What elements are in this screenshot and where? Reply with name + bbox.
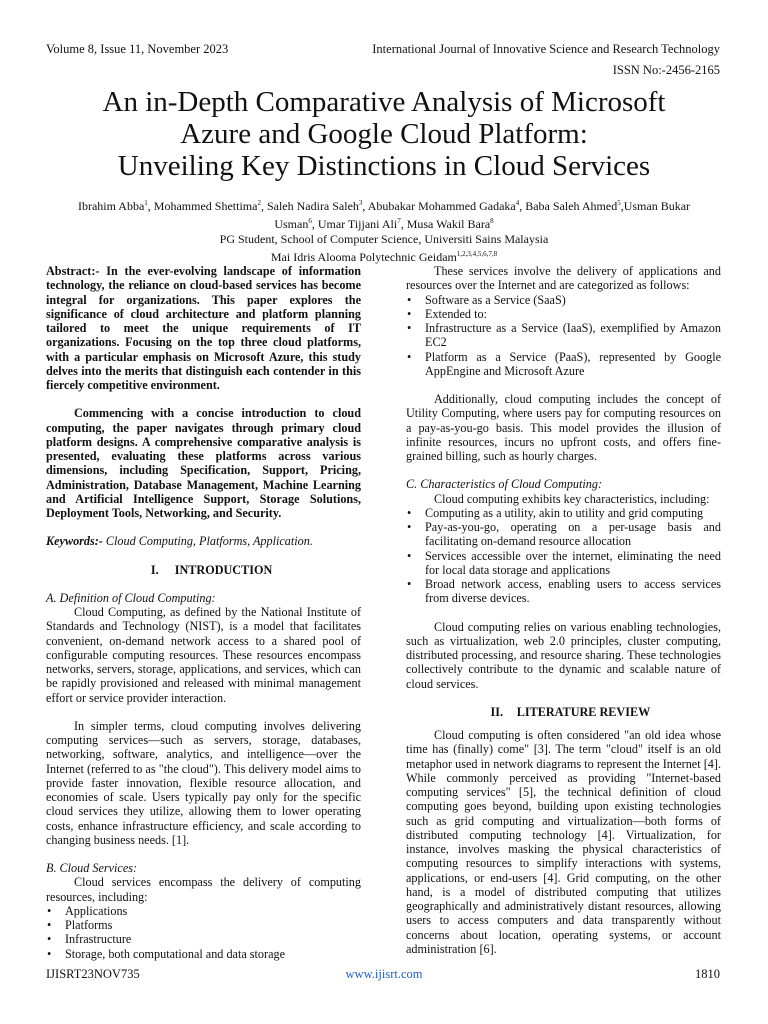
list-item: • Extended to: — [406, 307, 721, 321]
list-item: • Infrastructure — [46, 932, 361, 946]
title-line-1: An in-Depth Comparative Analysis of Microsoft — [102, 86, 666, 118]
author-name: Baba Saleh Ahmed — [525, 199, 618, 213]
abstract-paragraph-2 — [46, 406, 361, 520]
journal-url-link[interactable]: www.ijisrt.com — [345, 967, 423, 981]
keywords-text: Cloud Computing, Platforms, Application. — [102, 534, 313, 549]
list-item: • Computing as a utility, akin to utility and grid computing — [406, 506, 721, 520]
abstract-text: In the ever-evolving landscape of information technology, the reliance on cloud-based services has become integral for organizations. This paper explores the significance of cloud architecture and platform planning tailored to meet the unique requirements of IT organizations. Focusing on the top three cloud platforms, with a particular emphasis on Microsoft Azure, this study delves into the merits that distinguish each contender in this fiercely competitive environment. — [46, 264, 361, 392]
author-name: Musa Wakil Bara — [406, 217, 491, 231]
section-title: LITERATURE REVIEW — [516, 704, 651, 719]
services-categories-paragraph: These services involve the delivery of applications and resources over the Internet and are categorized as follows: — [406, 264, 721, 293]
simpler-terms-paragraph: In simpler terms, cloud computing involves delivering computing services—such as servers, storage, databases, networking, software, analytics, and intelligence—over the Internet (referred to as "the cloud"). This delivery model aims to provide faster innovation, flexible resource allocation, and economies of scale. Users typically pay only for the specific cloud services they utilize, allowing them to lower operating costs, enhance infrastructure efficiency, and scale according to changing business needs. [1]. — [46, 718, 361, 847]
affiliation-2 — [40, 247, 728, 265]
characteristics-list — [406, 506, 721, 606]
author-affiliation-number: 2 — [257, 199, 261, 207]
page-number: 1810 — [695, 967, 720, 981]
services-intro: Cloud services encompass the delivery of computing resources, including: — [46, 875, 361, 904]
author-name: Saleh Nadira Saleh — [266, 199, 359, 213]
author-affiliation-number: 4 — [515, 199, 520, 207]
authors-line-1: Ibrahim Abba$^1$, Mohammed Shettima$^2$, Saleh Nadira Saleh$^3$, Abubakar Mohammed Gadaka$^4$, Baba Saleh Ahmed$^5$,Usman Bukar — [77, 199, 691, 213]
abstract — [46, 264, 361, 392]
author-affiliation-number: 8 — [490, 217, 494, 225]
list-item: • Software as a Service (SaaS) — [406, 293, 721, 307]
author-name: Abubakar Mohammed Gadaka — [367, 199, 516, 213]
author-block — [40, 196, 728, 265]
subheading-characteristics: C. Characteristics of Cloud Computing: — [406, 477, 603, 492]
author-name: Ibrahim Abba — [77, 199, 145, 213]
author-affiliation-number: 3 — [358, 199, 363, 207]
title-line-2: Azure and Google Cloud Platform: — [180, 118, 588, 150]
subheading-definition: A. Definition of Cloud Computing: — [46, 590, 216, 605]
author-name: Mohammed Shettima — [153, 199, 258, 213]
section-title: INTRODUCTION — [174, 562, 273, 577]
service-categories-list — [406, 293, 721, 379]
enabling-technologies-paragraph: Cloud computing relies on various enabling technologies, such as virtualization, web 2.0 principles, cluster computing, distributed processing, and resource sharing. These technologies collectively contribute to the dynamic and scalable nature of cloud services. — [406, 619, 721, 691]
keywords-label: Keywords:- — [46, 534, 103, 549]
right-column — [406, 264, 721, 956]
section-heading-introduction — [46, 563, 361, 577]
volume-info: Volume 8, Issue 11, November 2023 — [46, 42, 229, 56]
author-affiliation-number: 7 — [397, 217, 401, 225]
author-name: Usman — [274, 217, 309, 231]
journal-name: International Journal of Innovative Science and Research Technology — [372, 42, 720, 56]
article-id: IJISRT23NOV735 — [46, 967, 140, 981]
paper-title — [40, 86, 728, 182]
author-affiliation-number: 6 — [308, 217, 312, 225]
abstract-para2-text: Commencing with a concise introduction to cloud computing, the paper navigates through primary cloud platform designs. A comprehensive comparative analysis is presented, evaluating these platforms across various dimensions, including Specification, Support, Pricing, Administration, Database Management, Machine Learning and Artificial Intelligence Support, Storage Solutions, Deployment Tools, Networking, and Security. — [46, 406, 361, 520]
authors-line-2: Usman$^6$, Umar Tijjani Ali$^7$, Musa Wakil Bara$^8$ — [274, 217, 494, 231]
services-list — [46, 904, 361, 961]
issn: ISSN No:-2456-2165 — [612, 63, 720, 77]
affiliation-2-text: Mai Idris Alooma Polytechnic Geidam — [270, 250, 457, 264]
keywords — [46, 534, 361, 548]
list-item: • Platform as a Service (PaaS), represented by Google AppEngine and Microsoft Azure — [406, 350, 721, 379]
left-column — [46, 264, 361, 961]
subheading-cloud-services: B. Cloud Services: — [46, 861, 138, 875]
author-name: Usman Bukar — [623, 199, 691, 213]
list-item: • Services accessible over the internet, eliminating the need for local data storage and applications — [406, 549, 721, 578]
author-name: Umar Tijjani Ali — [317, 217, 398, 231]
list-item: • Applications — [46, 904, 361, 918]
section-heading-literature-review — [406, 705, 721, 719]
literature-review-paragraph: Cloud computing is often considered "an old idea whose time has (finally) come" [3]. The term "cloud" itself is an old metaphor used in network diagrams to represent the Internet [4]. While commonly perceived as providing "Internet-based computing services" [5], the technical definition of cloud computing goes beyond, building upon existing technologies such as grid computing and virtualization—both forms of distributed computing technology [4]. Virtualization, for instance, involves masking the physical characteristics of computing resources to simplify interactions with systems, applications, or end-users [4]. Grid computing, on the other hand, is a model of distributed computing that utilizes geographically and administratively distant resources, allowing users to access computers and data transparently without concerns about location, operating systems, or account administration [6]. — [406, 728, 721, 956]
title-line-3: Unveiling Key Distinctions in Cloud Services — [117, 150, 651, 182]
characteristics-intro: Cloud computing exhibits key characteristics, including: — [434, 491, 710, 506]
section-number: I. — [150, 562, 159, 577]
section-number: II. — [490, 704, 503, 719]
affiliation-1: PG Student, School of Computer Science, Universiti Sains Malaysia — [219, 232, 549, 246]
author-affiliation-number: 5 — [617, 199, 621, 207]
author-affiliation-number: 1 — [144, 199, 148, 207]
affiliation-2-sup: 1,2,3,4,5,6,7,8 — [456, 250, 498, 258]
list-item: • Platforms — [46, 918, 361, 932]
definition-paragraph: Cloud Computing, as defined by the National Institute of Standards and Technology (NIST), is a model that facilitates convenient, on-demand network access to a shared pool of configurable computing resources. These resources encompass networks, servers, storage, applications, and services, which can be rapidly provisioned and released with minimal management effort or service provider interaction. — [46, 605, 361, 705]
list-item: • Broad network access, enabling users to access services from diverse devices. — [406, 577, 721, 606]
utility-computing-paragraph: Additionally, cloud computing includes the concept of Utility Computing, where users pay for computing resources on a pay-as-you-go basis. This model provides the illusion of infinite resources, incurs no upfront costs, and offers fine-grained billing, such as hourly charges. — [406, 392, 721, 463]
list-item: • Storage, both computational and data storage — [46, 947, 361, 961]
list-item: • Pay-as-you-go, operating on a per-usage basis and facilitating on-demand resource allocation — [406, 520, 721, 549]
list-item: • Infrastructure as a Service (IaaS), exemplified by Amazon EC2 — [406, 321, 721, 350]
abstract-label: Abstract:- — [46, 264, 100, 278]
